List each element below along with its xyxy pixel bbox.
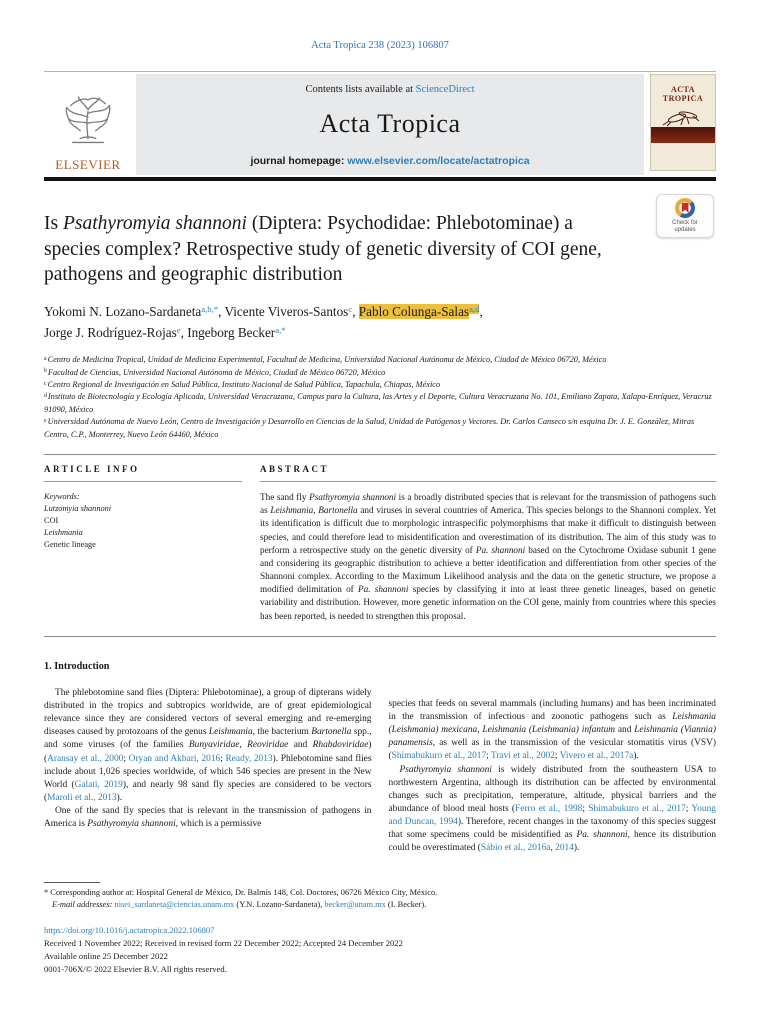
author-line-1 [44, 302, 716, 322]
text-segment: based on the Cytochrome Oxidase subunit 1 gene and considering its geographic distribution to achieve a better identification and differentiation from other species of the Shannoni complex. According to the Maximum Likelihood analysis and the data on the genetic structure, we propose a modified delimitation of [260, 544, 716, 595]
text-segment: Leishmania, Bartonella [270, 505, 358, 516]
article-info-header: ARTICLE INFO [44, 464, 140, 475]
elsevier-tree-icon [59, 94, 117, 156]
citation-link[interactable]: Ready, 2013 [225, 753, 273, 764]
text-segment: ; [554, 751, 560, 762]
text-segment: Yokomi N. Lozano-Sardaneta [44, 304, 202, 320]
footnote-rule [44, 882, 100, 883]
citation-link[interactable]: Vivero et al., 2017a [559, 751, 634, 762]
text-segment: Pa. shannoni [475, 544, 526, 555]
text-segment: Rhabdoviridae [312, 740, 369, 751]
text-segment: and [288, 740, 313, 751]
intro-paragraph [44, 687, 372, 805]
email-link[interactable]: nisei_sardaneta@ciencias.unam.mx [114, 900, 235, 910]
author-list [44, 302, 716, 343]
journal-title: Acta Tropica [319, 109, 461, 138]
citation-link[interactable]: 2014 [555, 843, 574, 854]
text-segment: a,b,* [201, 304, 219, 315]
text-segment: species by classifying it into at least three genetic lineages, based on genetic variability and distribution. However, more genetic information on the COI gene, mainly from countries where this species has been reported, is needed to strengthen this proposal. [260, 584, 716, 621]
article-info-column [44, 464, 242, 623]
text-segment: , which is a permissive [175, 819, 262, 830]
text-segment: a,d [469, 304, 480, 315]
keyword-item [44, 539, 242, 551]
text-segment: e [176, 324, 181, 335]
text-segment: Psathyromyia shannoni [87, 819, 176, 830]
text-segment: The phlebotomine sand flies (Diptera: Phlebotominae), a group of dipterans widely distributed in the tropics and subtropics worldwide, are of great epidemiological relevance since they are considered vectors of several emerging and re-emerging diseases caused by protozoans of the genus [44, 687, 372, 738]
info-abstract-section [44, 464, 716, 623]
citation-link[interactable]: Maroli et al., 2013 [47, 792, 117, 803]
text-segment: Leishmania (Leishmania) mexicana, Leishmania (Leishmania) infantum [388, 711, 716, 736]
affiliation-text: Instituto de Biotecnología y Ecología Aplicada, Universidad Veracruzana, Campus para la Cultura, las Artes y el Deporte, Cultura Veracruzana No. 101, Emiliano Zapata, Xalapa-Enríquez, Veracruz 91090, México [44, 392, 712, 414]
text-segment: COI [44, 516, 59, 526]
affiliations [44, 354, 716, 441]
text-segment: c [348, 304, 353, 315]
keywords-label: Keywords: [44, 492, 80, 502]
cover-world-map [651, 143, 715, 165]
affiliation-sup: c [44, 380, 47, 387]
affiliation-text: Universidad Autónoma de Nuevo León, Centro de Investigación y Desarrollo en Ciencias de la Salud, Unidad de Patógenos y Vectores. Dr. Carlos Canseco s/n esquina Dr. J. E. González, Mitras Centro, C.P., Monterrey, Nuevo León 64460, México [44, 417, 695, 439]
text-segment: spp., and some viruses (of the families [44, 727, 372, 751]
citation-link[interactable]: Travi et al., 2002 [490, 751, 555, 762]
text-segment: is widely distributed from the southeastern USA to northwestern Argentina, although its distribution can be affected by environmental changes such as precipitation, temperature, altitude, physical barriers and the abundance of blood meal hosts ( [388, 764, 717, 814]
text-segment: is a broadly distributed species that is relevant for the transmission of pathogens such as [260, 492, 716, 516]
text-segment: Psathyromyia shannoni [309, 492, 397, 503]
text-segment: Bartonella [311, 727, 352, 738]
affiliation-text: Facultad de Ciencias, Universidad Nacional Autónoma de México, Ciudad de México 06720, México [47, 367, 386, 377]
text-segment: E-mail addresses: [52, 900, 115, 910]
journal-reference: Acta Tropica 238 (2023) 106807 [311, 40, 449, 51]
citation-link[interactable]: Aransay et al., 2000 [47, 753, 124, 764]
elsevier-logo [44, 74, 132, 175]
text-segment: , Vicente Viveros-Santos [218, 304, 349, 320]
keyword-item [44, 515, 242, 527]
check-for-updates-badge[interactable] [656, 194, 714, 238]
journal-banner [44, 71, 716, 175]
cover-title [651, 85, 715, 103]
text-segment: ), and nearly 98 sand fly species are considered to be vectors ( [44, 779, 372, 803]
text-segment: , hence its distribution could be overestimated ( [388, 830, 717, 854]
sciencedirect-link[interactable]: ScienceDirect [415, 84, 475, 95]
text-segment: ) ( [44, 740, 372, 764]
affiliation-b [44, 367, 716, 379]
citation-link[interactable]: Oryan and Akbari, 2016 [128, 753, 221, 764]
doi-link[interactable]: https://doi.org/10.1016/j.actatropica.2022.106807 [44, 924, 215, 935]
affiliation-sup: a [44, 355, 47, 362]
text-segment: , [479, 304, 483, 320]
homepage-label: journal homepage: [250, 155, 348, 167]
bookmark-icon [682, 203, 689, 213]
article-title [44, 211, 629, 288]
abstract-text [260, 491, 716, 623]
section-divider [44, 636, 716, 637]
citation-link[interactable]: Sábio et al., 2016a [480, 843, 551, 854]
check-updates-label [672, 220, 698, 234]
journal-banner-center [136, 74, 644, 175]
citation-link[interactable]: Shimabukuro et al., 2017 [588, 803, 686, 814]
text-segment: ). Therefore, recent changes in the taxonomy of this species suggest that some specimens could be misidentified as [388, 817, 716, 841]
text-segment: One of the sand fly species that is relevant in the transmission of pathogens in America is [44, 806, 372, 830]
introduction-heading: 1. Introduction [44, 660, 110, 672]
homepage-line [142, 155, 638, 167]
text-segment: and [615, 725, 635, 736]
citation-link[interactable]: Young and Duncan, 1994 [388, 803, 716, 828]
copyright-line: 0001-706X/© 2022 Elsevier B.V. All rights reserved. [44, 963, 227, 974]
text-segment: Pa. shannoni [576, 830, 628, 841]
article-body [44, 661, 716, 856]
text-segment: Bunyaviridae, Reoviridae [188, 740, 289, 751]
text-segment: Leishmania [208, 727, 253, 738]
text-segment: , as well as in the transmission of the vesicular stomatitis virus (VSV) ( [388, 738, 716, 762]
text-segment: , [550, 843, 556, 854]
affiliation-d [44, 391, 716, 416]
email-link[interactable]: becker@unam.mx [324, 900, 386, 910]
text-segment: a,* [275, 324, 286, 335]
cover-band [651, 127, 715, 143]
body-column-left [44, 661, 372, 856]
header-divider-bar [44, 177, 716, 181]
abstract-rule [260, 481, 716, 482]
affiliation-e [44, 416, 716, 441]
keywords-block [44, 491, 242, 551]
text-segment: species that feeds on several mammals (including humans) and has been incriminated in the transmission of infectious and zoonotic pathogens such as [388, 698, 716, 722]
elsevier-wordmark: ELSEVIER [55, 157, 121, 172]
author-line-2 [44, 323, 716, 343]
footnote-block [44, 887, 716, 912]
text-segment: Leishmania (Viannia) panamensis [388, 725, 716, 749]
text-segment: ; [123, 753, 129, 764]
text-segment: Pablo Colunga-Salas [358, 304, 470, 320]
citation-link[interactable]: Galati, 2019 [74, 779, 123, 790]
corresponding-author-note: * Corresponding author at: Hospital General de México, Dr. Balmis 148, Col. Doctores, 06726 México City, México. [44, 887, 438, 897]
affiliation-a [44, 354, 716, 366]
affiliation-text: Centro de Medicina Tropical, Unidad de Medicina Experimental, Facultad de Medicina, Universidad Nacional Autónoma de México, Ciudad de México 06720, México [47, 355, 607, 365]
affiliation-sup: d [44, 393, 47, 400]
text-segment: Psathyromyia shannoni [399, 764, 492, 775]
text-segment: ). [633, 751, 639, 762]
journal-cover-thumbnail [650, 74, 716, 171]
cover-title-line1: ACTA [670, 85, 696, 94]
text-segment: ; [486, 751, 491, 762]
text-segment: Genetic lineage [44, 540, 96, 550]
text-segment: ; [220, 753, 226, 764]
affiliation-sup: e [44, 417, 47, 424]
check-updates-label-line1: Check for [672, 219, 698, 226]
check-updates-icon [675, 198, 695, 218]
text-segment: , Ingeborg Becker [180, 324, 276, 340]
homepage-url-link[interactable]: www.elsevier.com/locate/actatropica [347, 155, 530, 167]
contents-line [142, 84, 638, 95]
text-segment: ; [685, 803, 692, 814]
affiliation-sup: b [44, 368, 47, 375]
text-segment: Jorge J. Rodríguez-Rojas [44, 324, 177, 340]
intro-paragraph [44, 805, 372, 831]
cover-title-line2: TROPICA [662, 94, 704, 104]
text-segment: ). Phlebotomine sand flies include about 1,026 species worldwide, of which 546 species are present in the New World ( [44, 753, 372, 790]
citation-link[interactable]: Shimabukuro et al., 2017 [391, 751, 487, 762]
keyword-item [44, 527, 242, 539]
text-segment: and viruses in several countries of America. This species belongs to the Shannoni complex. Yet its identification is difficult due to morphologic intraspecific polymorphisms that make it difficult to distinguish between species, and could therefore lead to misidentification and overestimation of its distribution. The aim of this study was to perform a retrospective study on the genetic diversity of [260, 505, 716, 555]
text-segment: , [352, 304, 359, 320]
body-column-right [389, 661, 717, 856]
citation-link[interactable]: Ferro et al., 1998 [515, 803, 583, 814]
abstract-column [260, 464, 716, 623]
text-segment: ; [582, 803, 589, 814]
check-updates-label-line2: updates [674, 227, 696, 233]
publication-info-block [44, 924, 716, 976]
contents-prefix: Contents lists available at [305, 84, 416, 95]
text-segment: The sand fly [260, 492, 310, 503]
text-segment: , the bacterium [252, 727, 312, 738]
text-segment: (Y.N. Lozano-Sardaneta), [234, 900, 325, 910]
keyword-item [44, 503, 242, 515]
text-segment: (Diptera: Psychodidae: Phlebotominae) a species complex? Retrospective study of genetic diversity of COI gene, pathogens and geographic distribution [44, 213, 602, 286]
affiliation-text: Centro Regional de Investigación en Salud Pública, Instituto Nacional de Salud Pública, Tapachula, Chiapas, México [47, 379, 441, 389]
intro-paragraph [389, 764, 717, 856]
text-segment: Psathyromyia shannoni [62, 213, 247, 234]
intro-paragraph [389, 698, 717, 764]
text-segment: ). [573, 843, 580, 854]
text-segment: ). [116, 792, 123, 803]
text-segment: (I. Becker). [385, 900, 427, 910]
affiliation-c [44, 379, 716, 391]
email-addresses-line [52, 899, 716, 912]
abstract-header: ABSTRACT [260, 464, 330, 475]
sandfly-illustration [657, 109, 711, 127]
text-segment: Lutzomyia shannoni [44, 504, 112, 514]
section-divider [44, 454, 716, 455]
article-info-rule [44, 481, 242, 482]
available-online-line: Available online 25 December 2022 [44, 950, 168, 961]
received-dates-line: Received 1 November 2022; Received in revised form 22 December 2022; Accepted 24 December 2022 [44, 937, 403, 948]
text-segment: Pa. shannoni [357, 584, 409, 595]
text-segment: Leishmania [44, 528, 83, 538]
text-segment: Is [44, 213, 63, 234]
